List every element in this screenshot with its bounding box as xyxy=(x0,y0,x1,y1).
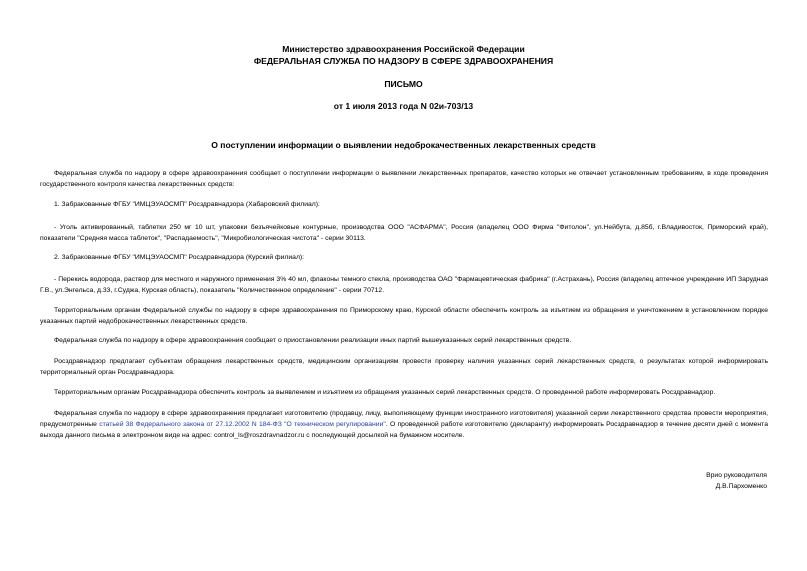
paragraph-territorial-control: Территориальным органам Федеральной службы по надзору в сфере здравоохранения по Приморскому краю, Курской области обеспечить контроль за изъятием из обращения и уничтожением в установленном порядке указанных партий недоброкачественных лекарственных средств. xyxy=(40,307,768,325)
document-date-number: от 1 июля 2013 года N 02и-703/13 xyxy=(333,101,474,111)
paragraph-manufacturer-text-end: . О проведенной работе изготовителю (декларанту) информировать Росздравнадзор в течение десяти дней с момента выхода данного письма в электронном виде на адрес: control_ls@roszdravnadzor.ru с последующей досылкой на бумажном носителе. xyxy=(40,421,768,439)
document-type: ПИСЬМО xyxy=(384,79,423,89)
paragraph-kursk-heading: 2. Забракованные ФГБУ "ИМЦЭУАОСМП" Росздравнадзора (Курский филиал): xyxy=(54,254,305,261)
paragraph-suspension: Федеральная служба по надзору в сфере здравоохранения сообщает о приостановлении реализации иных партий вышеуказанных серий лекарственных средств. xyxy=(54,337,572,344)
signature-name: Д.В.Пархоменко xyxy=(715,483,767,490)
paragraph-intro: Федеральная служба по надзору в сфере здравоохранения сообщает о поступлении информации о выявлении лекарственных препаратов, качество которых не отвечает установленным требованиям, в ходе проведения государственного контроля качества лекарственных средств: xyxy=(40,170,768,188)
service-title: ФЕДЕРАЛЬНАЯ СЛУЖБА ПО НАДЗОРУ В СФЕРЕ ЗДРАВООХРАНЕНИЯ xyxy=(253,56,554,66)
paragraph-hydrogen-peroxide: - Перекись водорода, раствор для местного и наружного применения 3% 40 мл, флаконы темного стекла, производства ОАО "Фармацевтическая фабрика" (г.Астрахань), Россия (владелец аптечное учреждение ИП Зарудная Г.В., ул.Энгельса, д.33, г.Суджа, Курская область), показатель "Количественное определение" - серии 70712. xyxy=(40,276,768,294)
ministry-title: Министерство здравоохранения Российской Федерации xyxy=(282,44,525,54)
paragraph-manufacturer-text-start: Федеральная служба по надзору в сфере здравоохранения предлагает изготовителю (продавцу, лицу, выполняющему функции иностранного изготовителя) указанной серии лекарственного средства провести мероприятия, предусмотренные xyxy=(40,410,768,428)
federal-law-link[interactable]: статьей 38 Федерального закона от 27.12.2002 N 184-ФЗ "О техническом регулировании" xyxy=(99,421,386,428)
paragraph-withdrawal-control: Территориальным органам Росздравнадзора обеспечить контроль за выявлением и изъятием из обращения указанных серий лекарственных средств. О проведенной работе информировать Росздравнадзор. xyxy=(54,389,716,396)
signature-position: Врио руководителя xyxy=(706,472,767,479)
paragraph-manufacturer xyxy=(40,408,768,441)
document-subject: О поступлении информации о выявлении недоброкачественных лекарственных средств xyxy=(211,140,596,150)
paragraph-subjects-check: Росздравнадзор предлагает субъектам обращения лекарственных средств, медицинским организациям провести проверку наличия указанных серий лекарственных средств, о результатах которой информировать территориальный орган Росздравнадзора. xyxy=(40,358,768,376)
paragraph-khabarovsk-heading: 1. Забракованные ФГБУ "ИМЦЭУАОСМП" Росздравнадзора (Хабаровский филиал): xyxy=(54,201,320,208)
paragraph-activated-charcoal: - Уголь активированный, таблетки 250 мг 10 шт, упаковки безъячейковые контурные, производства ООО "АСФАРМА", Россия (владелец ООО Фирма "Фитолон", ул.Нейбута, д.85б, г.Владивосток, Приморский край), показатели "Средняя масса таблеток", "Распадаемость", "Микробиологическая чистота" - серии 30113. xyxy=(40,224,768,242)
